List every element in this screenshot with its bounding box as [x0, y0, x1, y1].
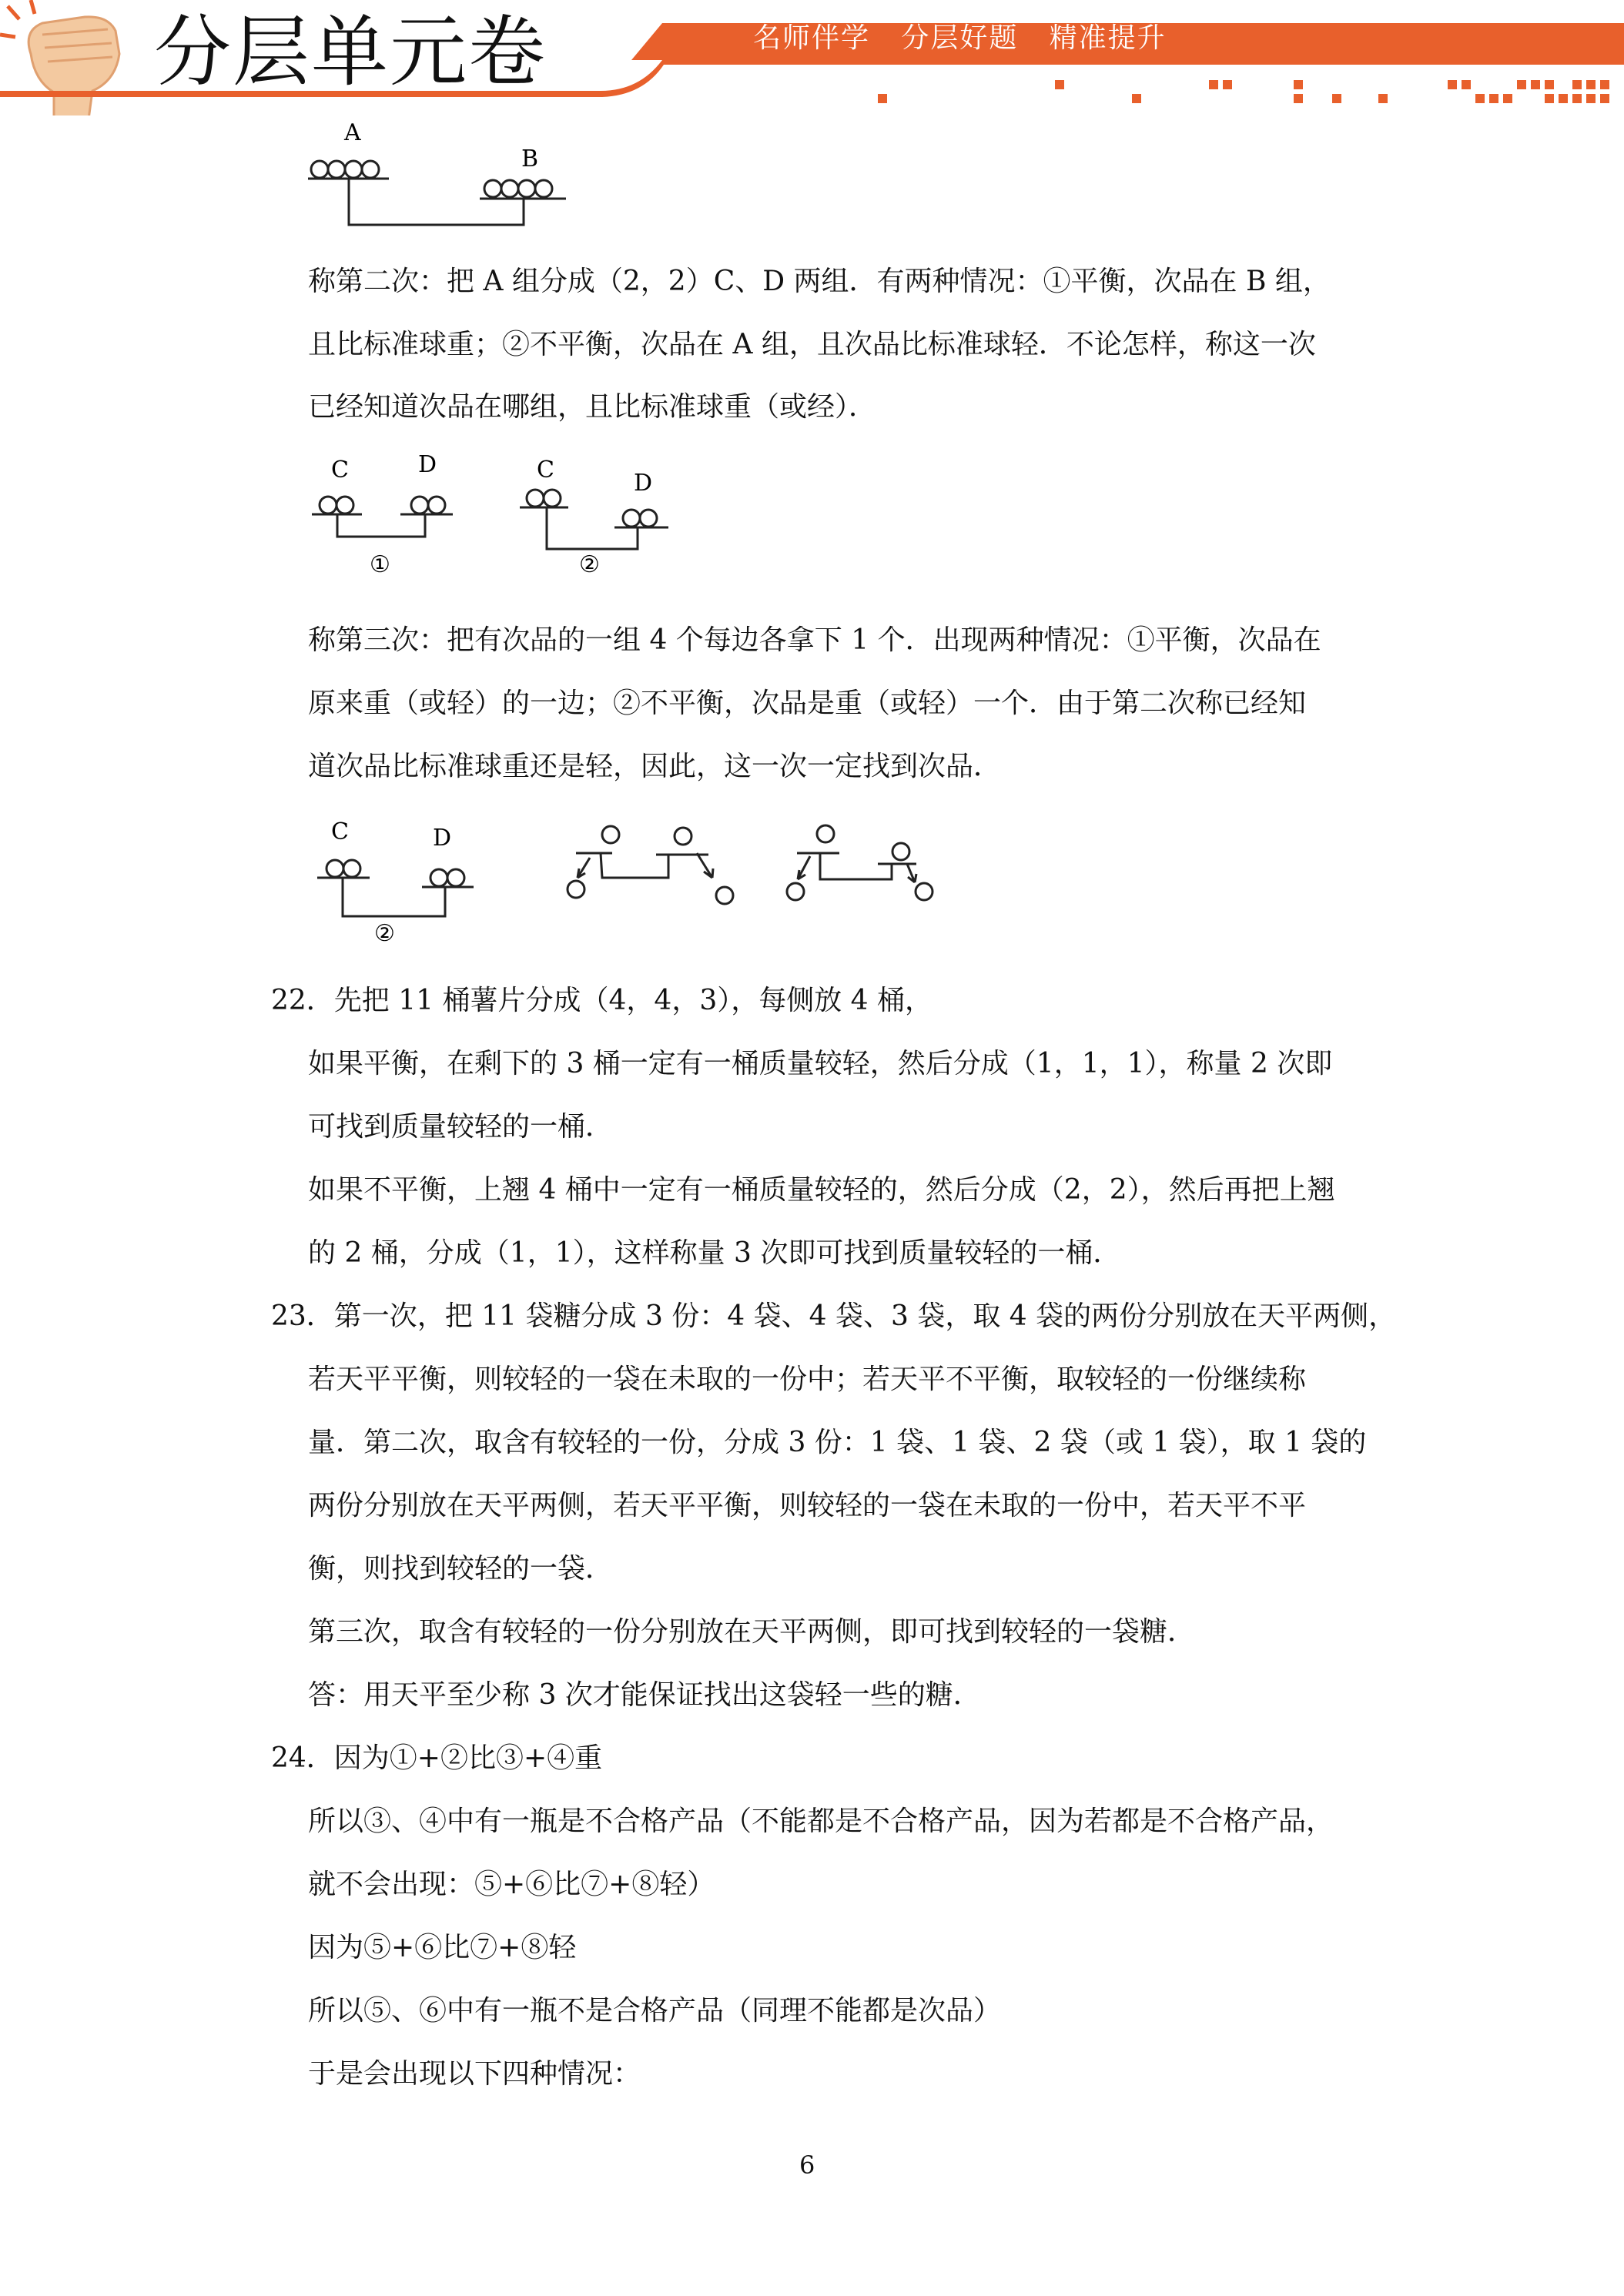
- fig2-left-number: ①: [370, 551, 390, 578]
- text-line: 且比标准球重；②不平衡，次品在 A 组，且次品比标准球轻．不论怎样，称这一次: [308, 329, 1316, 360]
- text-line: 因为⑤+⑥比⑦+⑧轻: [308, 1932, 577, 1963]
- text-line: 道次品比标准球重还是轻，因此，这一次一定找到次品．: [308, 751, 1002, 782]
- text-line: 所以③、④中有一瓶是不合格产品（不能都是不合格产品，因为若都是不合格产品，: [308, 1806, 1334, 1837]
- text-line: 第三次，取含有较轻的一份分别放在天平两侧，即可找到较轻的一袋糖．: [308, 1616, 1196, 1648]
- text-line: 若天平平衡，则较轻的一袋在未取的一份中；若天平不平衡，取较轻的一份继续称: [308, 1364, 1307, 1395]
- fig2-right-number: ②: [579, 551, 600, 578]
- problem-22-line: 22．先把 11 桶薯片分成（4，4，3），每侧放 4 桶，: [271, 985, 933, 1016]
- fig2-right-d: D: [634, 470, 653, 497]
- fig2-left-c: C: [331, 457, 349, 484]
- text-line: 所以⑤、⑥中有一瓶不是合格产品（同理不能都是次品）: [308, 1995, 1002, 2027]
- balance-figure-single: [308, 808, 970, 958]
- text-line: 就不会出现：⑤+⑥比⑦+⑧轻）: [308, 1869, 715, 1900]
- text-line: 已经知道次品在哪组，且比标准球重（或经）．: [308, 391, 877, 423]
- text-line: 可找到质量较轻的一桶．: [308, 1111, 614, 1143]
- fig2-right-c: C: [537, 457, 554, 484]
- text-line: 于是会出现以下四种情况：: [308, 2058, 641, 2090]
- problem-24-line: 24．因为①+②比③+④重: [271, 1742, 603, 1774]
- fig2-left-d: D: [418, 451, 437, 478]
- text-line: 称第二次：把 A 组分成（2，2）C、D 两组．有两种情况：①平衡，次品在 B 组，: [308, 266, 1331, 297]
- balance-figure-cd: [308, 450, 708, 588]
- text-line: 如果平衡，在剩下的 3 桶一定有一桶质量较轻，然后分成（1，1，1），称量 2 次即: [308, 1048, 1333, 1079]
- text-line: 如果不平衡，上翘 4 桶中一定有一桶质量较轻的，然后分成（2，2），然后再把上翘: [308, 1174, 1335, 1206]
- text-line: 衡，则找到较轻的一袋．: [308, 1553, 614, 1585]
- page-number: 6: [799, 2150, 815, 2180]
- fig3-label-d: D: [433, 825, 452, 852]
- answer-line: 答：用天平至少称 3 次才能保证找出这袋轻一些的糖．: [308, 1679, 981, 1711]
- balance-figure-ab: [304, 115, 597, 234]
- text-line: 量．第二次，取含有较轻的一份，分成 3 份：1 袋、1 袋、2 袋（或 1 袋），取 1 袋的: [308, 1427, 1367, 1458]
- fig1-label-a: A: [344, 119, 361, 146]
- header-slogan: 名师伴学 分层好题 精准提升: [753, 22, 1167, 54]
- fig1-label-b: B: [521, 146, 539, 172]
- brand-title: 分层单元卷: [154, 7, 547, 97]
- text-line: 称第三次：把有次品的一组 4 个每边各拿下 1 个．出现两种情况：①平衡，次品在: [308, 624, 1321, 656]
- fig3-label-c: C: [331, 818, 349, 845]
- text-line: 两份分别放在天平两侧，若天平平衡，则较轻的一袋在未取的一份中，若天平不平: [308, 1490, 1307, 1521]
- problem-23-line: 23．第一次，把 11 袋糖分成 3 份：4 袋、4 袋、3 袋，取 4 袋的两份分别放在天平两侧，: [271, 1300, 1397, 1332]
- fig3-number: ②: [374, 920, 395, 947]
- text-line: 原来重（或轻）的一边；②不平衡，次品是重（或轻）一个．由于第二次称已经知: [308, 688, 1307, 719]
- text-line: 的 2 桶，分成（1，1），这样称量 3 次即可找到质量较轻的一桶．: [308, 1237, 1121, 1269]
